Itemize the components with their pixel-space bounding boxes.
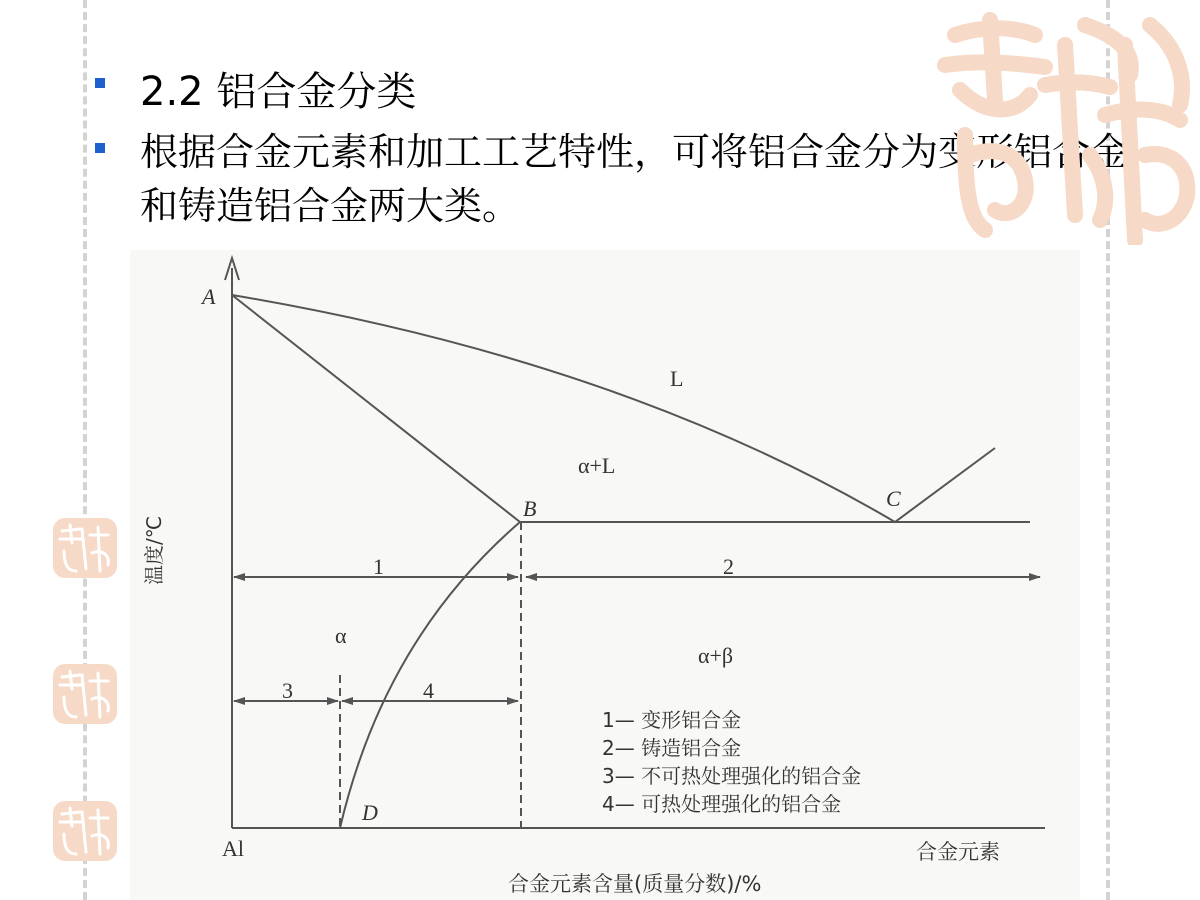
point-d-label: D <box>362 800 378 825</box>
slide-heading: 2.2 铝合金分类 <box>140 69 417 115</box>
y-axis-label: 温度/℃ <box>142 515 166 585</box>
legend-item: 2— 铸造铝合金 <box>602 736 742 760</box>
x-axis-end-label: 合金元素 <box>916 840 1000 864</box>
legend-item: 3— 不可热处理强化的铝合金 <box>602 764 862 788</box>
point-b-label: B <box>523 496 537 521</box>
range-2-label: 2 <box>723 554 734 579</box>
point-c-label: C <box>886 486 901 511</box>
range-1-label: 1 <box>373 554 384 579</box>
point-a-label: A <box>202 284 216 309</box>
solidus-line <box>232 295 520 522</box>
x-origin-label: Al <box>222 836 244 861</box>
region-alpha-label: α <box>335 623 347 648</box>
auspicious-seal-icon <box>52 800 118 862</box>
solvus-line <box>340 522 520 828</box>
auspicious-seal-icon <box>52 517 118 579</box>
legend-item: 1— 变形铝合金 <box>602 708 742 732</box>
auspicious-seal-icon <box>52 663 118 725</box>
square-bullet-icon <box>95 143 105 153</box>
range-4-label: 4 <box>423 678 434 703</box>
left-dashed-guide <box>83 0 87 900</box>
x-axis-title: 合金元素含量(质量分数)/% <box>508 872 762 896</box>
al-alloy-phase-diagram <box>130 250 1080 900</box>
region-liquid-label: L <box>670 366 684 391</box>
range-3-label: 3 <box>282 678 293 703</box>
legend-item: 4— 可热处理强化的铝合金 <box>602 792 842 816</box>
region-alpha-beta-label: α+β <box>698 643 734 668</box>
liquidus-line <box>232 295 995 522</box>
slide-paragraph: 根据合金元素和加工工艺特性，可将铝合金分为变形铝合金和铸造铝合金两大类。 <box>140 130 1129 228</box>
square-bullet-icon <box>95 78 105 88</box>
region-alpha-liquid-label: α+L <box>578 453 616 478</box>
auspicious-seal-icon <box>925 5 1200 245</box>
legend <box>602 706 861 818</box>
